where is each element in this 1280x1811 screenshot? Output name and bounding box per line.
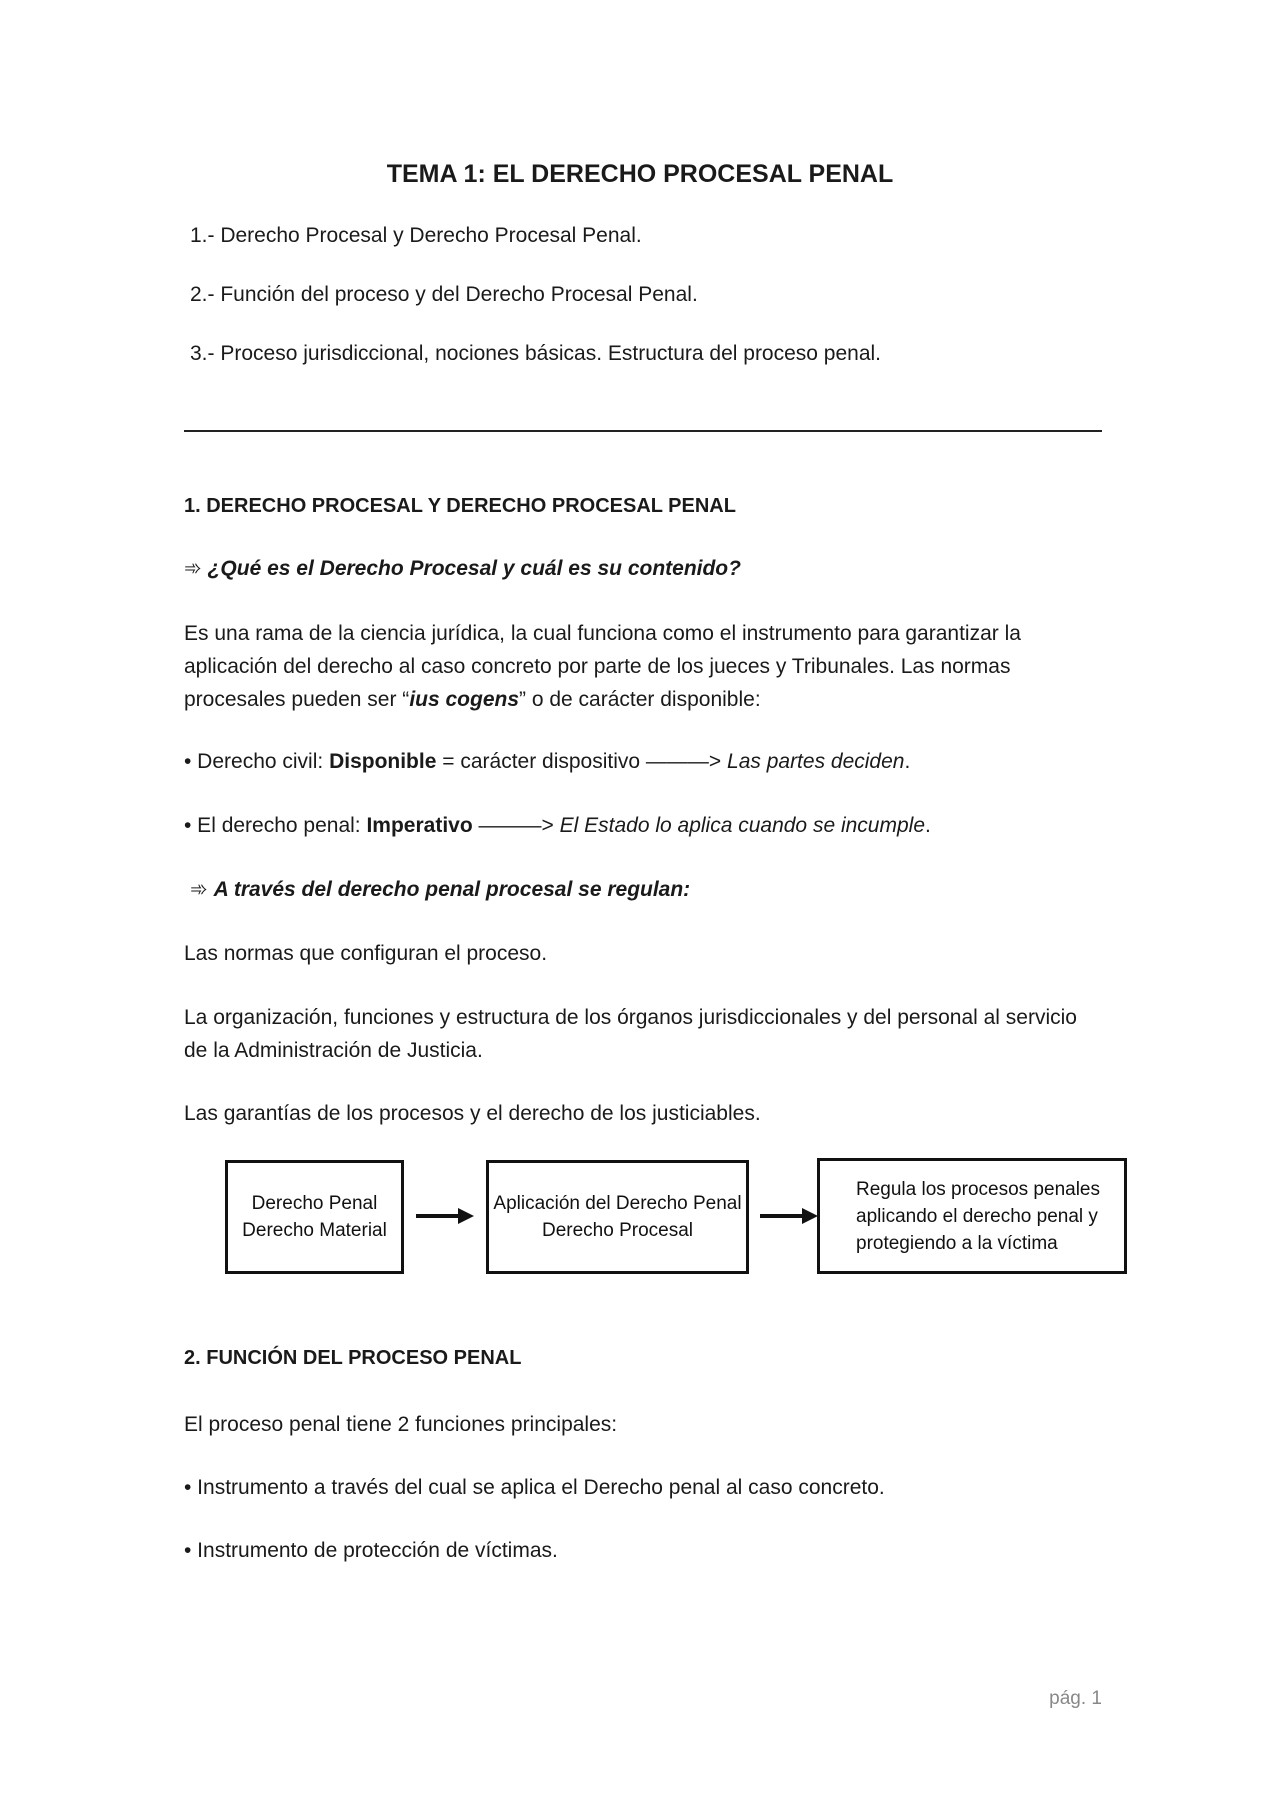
regulan-item-2: La organización, funciones y estructura de los órganos jurisdiccionales y del personal al servicio de la Administración de Justicia. (184, 1006, 1077, 1062)
bullet-derecho-civil: • Derecho civil: Disponible = carácter dispositivo ———> Las partes deciden. (184, 750, 911, 773)
diagram-box-derecho-penal: Derecho Penal Derecho Material (225, 1160, 404, 1274)
bullet-derecho-penal: • El derecho penal: Imperativo ———> El Estado lo aplica cuando se incumple. (184, 814, 931, 837)
intro-line-3: procesales pueden ser “ius cogens” o de carácter disponible: (184, 688, 761, 711)
diagram-box-aplicacion: Aplicación del Derecho Penal Derecho Procesal (486, 1160, 749, 1274)
flow-arrow-2 (758, 1204, 820, 1228)
intro-paragraph (184, 617, 1021, 716)
section-1-heading: 1. DERECHO PROCESAL Y DERECHO PROCESAL PENAL (184, 495, 736, 517)
diagram-box-regula: Regula los procesos penales aplicando el derecho penal y protegiendo a la víctima (817, 1158, 1127, 1274)
regulan-item-3: Las garantías de los procesos y el derecho de los justiciables. (184, 1102, 761, 1125)
ius-cogens-term: ius cogens (409, 688, 520, 711)
section-2-heading: 2. FUNCIÓN DEL PROCESO PENAL (184, 1347, 522, 1369)
flow-arrow-1 (414, 1204, 476, 1228)
question-text: ¿Qué es el Derecho Procesal y cuál es su contenido? (207, 557, 741, 580)
intro-line-1: Es una rama de la ciencia jurídica, la cual funciona como el instrumento para garantizar la (184, 622, 1021, 645)
regulan-text: A través del derecho penal procesal se regulan: (213, 878, 691, 901)
toc-item-3: 3.- Proceso jurisdiccional, nociones básicas. Estructura del proceso penal. (190, 342, 882, 365)
regulan-item-1: Las normas que configuran el proceso. (184, 942, 548, 965)
page-number: pág. 1 (1049, 1688, 1102, 1709)
section-2-intro: El proceso penal tiene 2 funciones principales: (184, 1413, 618, 1436)
arrow-right-icon: ➾ (184, 557, 202, 580)
section-1-question (184, 556, 741, 581)
section-2-bullet-1: • Instrumento a través del cual se aplica el Derecho penal al caso concreto. (184, 1476, 885, 1499)
toc-item-1: 1.- Derecho Procesal y Derecho Procesal Penal. (190, 224, 642, 247)
intro-line-2: aplicación del derecho al caso concreto por parte de los jueces y Tribunales. Las normas (184, 655, 1011, 678)
horizontal-divider (184, 430, 1102, 432)
regulan-heading (190, 877, 690, 902)
section-2-bullet-2: • Instrumento de protección de víctimas. (184, 1539, 558, 1562)
document-title: TEMA 1: EL DERECHO PROCESAL PENAL (386, 160, 894, 188)
arrow-right-icon: ➾ (190, 878, 208, 901)
toc-item-2: 2.- Función del proceso y del Derecho Procesal Penal. (190, 283, 698, 306)
